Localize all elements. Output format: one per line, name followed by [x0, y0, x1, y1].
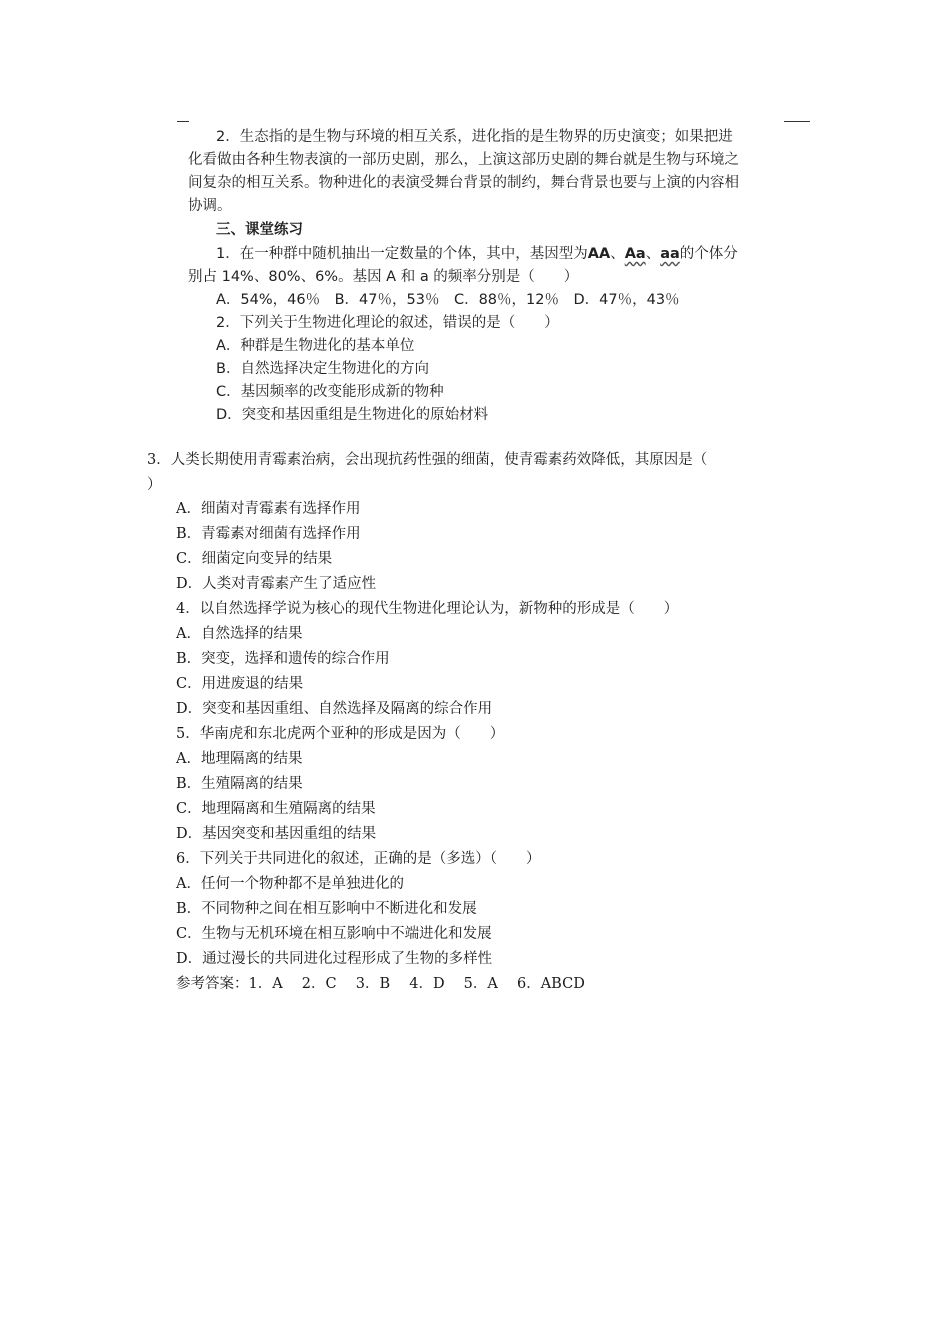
q4-stem: 4．以自然选择学说为核心的现代生物进化理论认为，新物种的形成是（ ）: [176, 601, 679, 617]
q4-option: A．自然选择的结果: [176, 626, 303, 642]
q6-stem: 6．下列关于共同进化的叙述，正确的是（多选）（ ）: [176, 851, 541, 867]
q5-stem: 5．华南虎和东北虎两个亚种的形成是因为（ ）: [176, 726, 505, 742]
intro-line: 化看做由各种生物表演的一部历史剧，那么，上演这部历史剧的舞台就是生物与环境之: [188, 152, 739, 168]
header-rule-right: [784, 121, 810, 122]
question-3: [147, 448, 707, 498]
section-title: 三、课堂练习: [216, 222, 303, 238]
q4-option: B．突变，选择和遗传的综合作用: [176, 651, 390, 667]
intro-line: 2．生态指的是生物与环境的相互关系，进化指的是生物界的历史演变；如果把进: [216, 129, 733, 145]
q3-option: A．细菌对青霉素有选择作用: [176, 501, 361, 517]
q3-option: D．人类对青霉素产生了适应性: [176, 576, 377, 592]
q5-option: A．地理隔离的结果: [176, 751, 303, 767]
intro-line: 间复杂的相互关系。物种进化的表演受舞台背景的制约，舞台背景也要与上演的内容相: [188, 175, 739, 191]
q3-stem-line1: 3．人类长期使用青霉素治病，会出现抗药性强的细菌，使青霉素药效降低，其原因是（: [147, 452, 708, 468]
q5-option: C．地理隔离和生殖隔离的结果: [176, 801, 376, 817]
q1-stem-prefix: 1．在一种群中随机抽出一定数量的个体，其中，基因型为: [216, 246, 588, 262]
questions-3-6-body: [176, 497, 678, 997]
q2-option: A．种群是生物进化的基本单位: [216, 338, 415, 354]
q4-option: D．突变和基因重组、自然选择及隔离的综合作用: [176, 701, 493, 717]
separator: 、: [645, 246, 661, 262]
genotype-aa-mixed: Aa: [624, 246, 646, 262]
q6-option: D．通过漫长的共同进化过程形成了生物的多样性: [176, 951, 493, 967]
separator: 、: [610, 246, 625, 262]
q2-option: B．自然选择决定生物进化的方向: [216, 361, 429, 377]
q2-stem: 2．下列关于生物进化理论的叙述，错误的是（ ）: [216, 315, 559, 331]
q6-option: C．生物与无机环境在相互影响中不端进化和发展: [176, 926, 492, 942]
question-1: [188, 243, 738, 312]
q2-option: D．突变和基因重组是生物进化的原始材料: [216, 407, 489, 423]
q3-option: C．细菌定向变异的结果: [176, 551, 333, 567]
q1-stem-line2: 别占 14%、80%、6%。基因 A 和 a 的频率分别是（ ）: [188, 269, 579, 285]
genotype-aa-lower: aa: [660, 246, 680, 262]
q5-option: D．基因突变和基因重组的结果: [176, 826, 377, 842]
section-block: [216, 219, 303, 242]
question-2: [216, 312, 559, 427]
intro-line: 协调。: [188, 198, 232, 214]
q6-option: B．不同物种之间在相互影响中不断进化和发展: [176, 901, 477, 917]
header-rule-left: [177, 121, 189, 122]
answer-key: 参考答案：1．A 2．C 3．B 4．D 5．A 6．ABCD: [176, 976, 585, 992]
q1-options: A．54%，46％ B．47％，53％ C．88％，12％ D．47％，43％: [216, 292, 680, 308]
q6-option: A．任何一个物种都不是单独进化的: [176, 876, 404, 892]
genotype-aa-upper: AA: [587, 246, 611, 262]
q4-option: C．用进废退的结果: [176, 676, 304, 692]
q1-stem-suffix: 的个体分: [679, 246, 738, 262]
q1-stem-line1: [188, 243, 738, 266]
q3-stem-line2: ）: [147, 477, 162, 493]
q2-option: C．基因频率的改变能形成新的物种: [216, 384, 444, 400]
q3-option: B．青霉素对细菌有选择作用: [176, 526, 361, 542]
intro-paragraph: [188, 126, 739, 218]
q5-option: B．生殖隔离的结果: [176, 776, 303, 792]
